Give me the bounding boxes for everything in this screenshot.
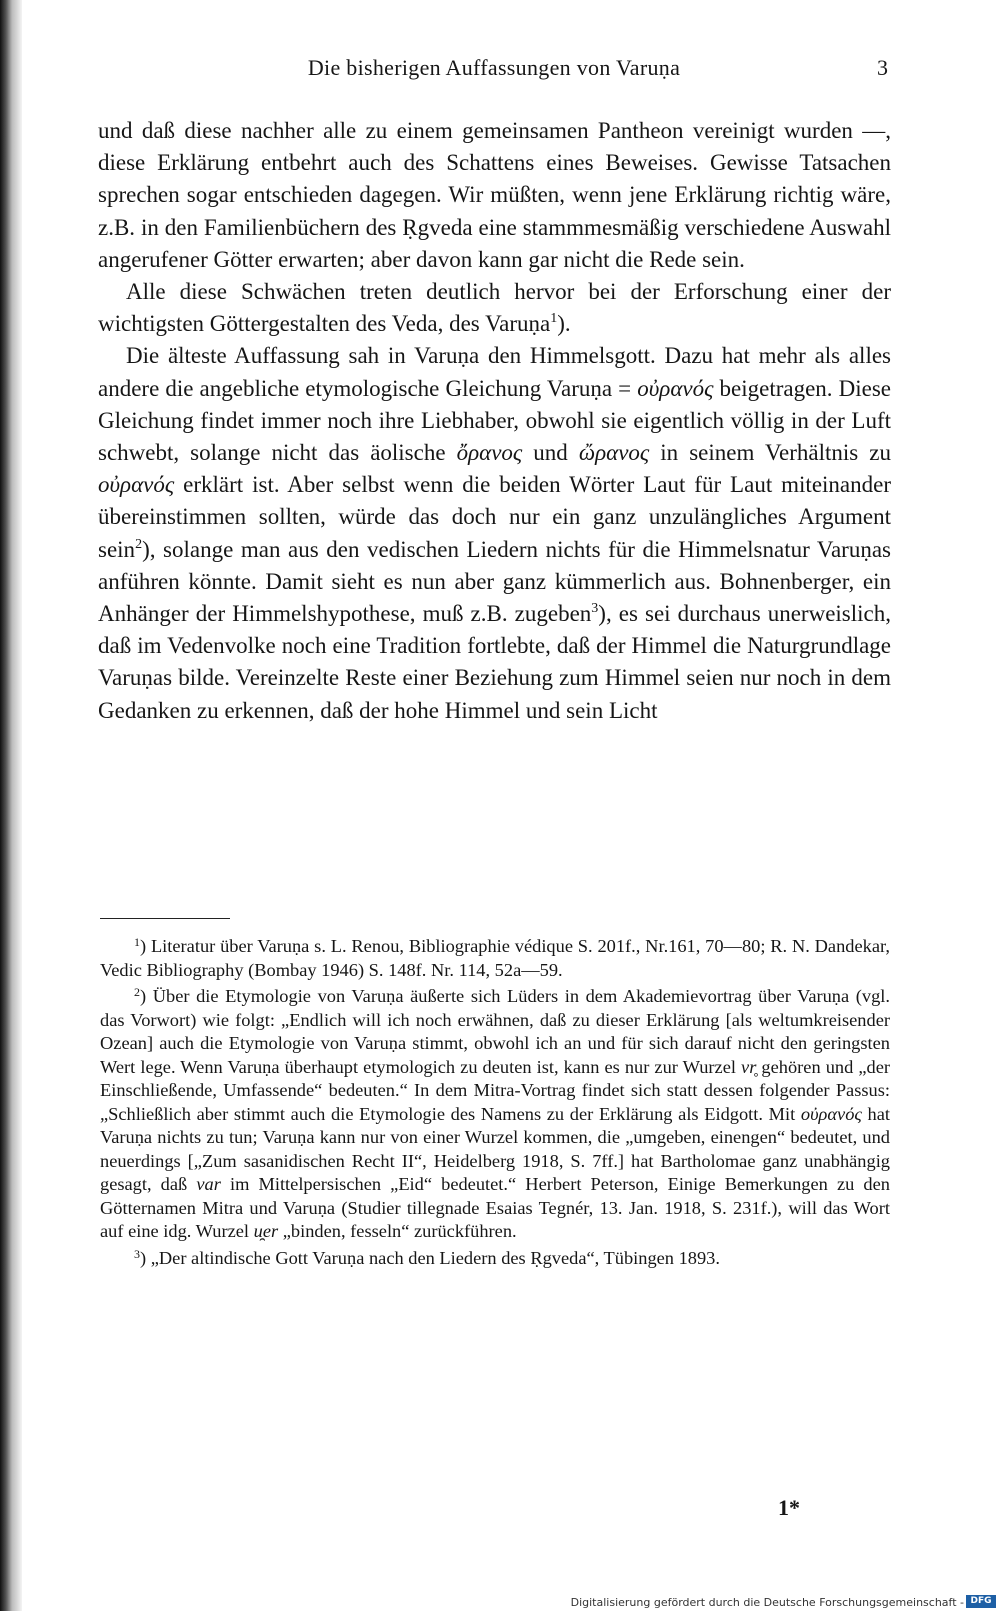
main-text bbox=[98, 115, 891, 727]
greek-word: ὄρανος bbox=[456, 440, 523, 466]
footnote-1 bbox=[100, 935, 890, 982]
footnote-marker: 3 bbox=[134, 1246, 140, 1261]
paragraph-3-text: Die älteste Auffassung sah in Varuṇa den Himmelsgott. Dazu hat mehr als alles andere die angebliche etymologische Gleichung Varuṇa = bbox=[98, 343, 891, 401]
footnote-2-text: ) Über die Etymologie von Varuṇa äußerte sich Lüders in dem Akademievortrag über Varuṇa (vgl. das Vorwort) wie folgt: „Endlich will ich noch erwähnen, daß zu dieser Erklärung [als weltumkreisender Ozean] auch die Etymologie von Varuṇa stimmt, obwohl ich an und für sich darauf nicht den geringsten Wert lege. Wenn Varuṇa überhaupt etymologich zu deuten ist, kann es nur zur Wurzel bbox=[100, 986, 890, 1077]
footnote-divider bbox=[100, 918, 230, 919]
paragraph-2-tail: ). bbox=[557, 311, 571, 337]
italic-term: οὐρανός bbox=[800, 1103, 862, 1124]
page-number: 3 bbox=[877, 55, 888, 80]
paragraph-1: und daß diese nachher alle zu einem gemeinsamen Pantheon vereinigt wurden —, diese Erklärung entbehrt auch des Schattens eines Beweises. Gewisse Tatsachen sprechen sogar entschieden dagegen. Wir müßten, wenn jene Erklärung richtig wäre, z.B. in den Familienbüchern des Ṛgveda eine stammmesmäßig verschiedene Auswahl angerufener Götter erwarten; aber davon kann gar nicht die Rede sein. bbox=[98, 118, 891, 272]
digitization-credit: Digitalisierung gefördert durch die Deutsche Forschungsgemeinschaft - bbox=[570, 1596, 964, 1609]
paragraph-2-text: Alle diese Schwächen treten deutlich hervor bei der Erforschung einer der wichtigsten Göttergestalten des Veda, des Varuṇa bbox=[98, 279, 891, 337]
greek-word: οὐρανός bbox=[98, 472, 175, 498]
footnote-2-text: gehören und „der Einschließende, Umfassende“ bedeuten.“ In dem Mitra-Vortrag findet sich statt dessen folgender Passus: „Schließlich aber stimmt auch die Etymologie des Namens zu der Erklärung als Eidgott. Mit bbox=[100, 1056, 890, 1124]
footnote-ref-2[interactable]: 2 bbox=[135, 536, 143, 552]
greek-word: ὤρανος bbox=[578, 440, 650, 466]
footnote-2-text: im Mittelpersischen „Eid“ bedeutet.“ Herbert Peterson, Einige Bemerkungen zu den Götternamen Mitra und Varuṇa (Studier tillegnade Esaias Tegnér, 13. Jan. 1918, S. 231f.), will das Wort auf eine idg. Wurzel bbox=[100, 1174, 890, 1241]
footnote-marker: 1 bbox=[134, 935, 140, 949]
paragraph-3 bbox=[98, 340, 891, 726]
running-title: Die bisherigen Auffassungen von Varuṇa bbox=[307, 55, 681, 80]
paragraph-3-text: ), solange man aus den vedischen Liedern nichts für die Himmelsnatur Varuṇas anführen könnte. Damit sieht es nun aber ganz kümmerlich aus. Bohnenberger, ein Anhänger der Himmelshypothese, muß z.B. zugeben bbox=[98, 536, 891, 627]
paragraph-3-text: in seinem Verhältnis zu bbox=[649, 440, 892, 466]
page-header bbox=[98, 55, 890, 91]
italic-term: var bbox=[196, 1174, 221, 1194]
footnote-2 bbox=[100, 985, 890, 1244]
dfg-logo: DFG bbox=[966, 1595, 996, 1608]
paragraph-3-text: und bbox=[522, 440, 579, 466]
footnote-marker: 2 bbox=[134, 985, 140, 999]
footnote-1-text: ) Literatur über Varuṇa s. L. Renou, Bibliographie védique S. 201f., Nr.161, 70—80; R. N. Dandekar, Vedic Bibliography (Bombay 1946) S. 148f. Nr. 114, 52a—59. bbox=[100, 936, 890, 980]
footnote-2-text: „binden, fesseln“ zurückführen. bbox=[278, 1221, 517, 1241]
greek-word: οὐρανός bbox=[637, 375, 714, 401]
italic-term: vr̥ bbox=[741, 1056, 757, 1077]
paragraph-3-text: ), es sei durchaus unerweislich, daß im Vedenvolke noch eine Tradition fortlebte, daß der Himmel die Naturgrundlage Varuṇas bilde. Vereinzelte Reste einer Beziehung zum Himmel seien nur noch in dem Gedanken zu erkennen, daß der hohe Himmel und sein Licht bbox=[98, 601, 891, 723]
footnotes bbox=[100, 935, 890, 1273]
footnote-ref-3[interactable]: 3 bbox=[591, 601, 599, 617]
paragraph-3-text: beigetragen. Diese Gleichung findet immer noch ihre Liebhaber, obwohl sie eigentlich völlig in der Luft schwebt, solange nicht das äolische bbox=[98, 375, 891, 466]
footnote-ref-1[interactable]: 1 bbox=[550, 311, 558, 327]
signature-mark: 1* bbox=[778, 1495, 800, 1520]
paragraph-2 bbox=[98, 276, 891, 340]
footnote-2-text: hat Varuṇa nichts zu tun; Varuṇa kann nur von einer Wurzel kommen, die „umgeben, einengen“ bedeutet, und neuerdings [„Zum sasanidischen Recht II“, Heidelberg 1918, S. 7ff.] hat Bartholomae ganz unabhängig gesagt, daß bbox=[100, 1103, 890, 1194]
italic-term: u̯er bbox=[253, 1221, 279, 1241]
paragraph-3-text: erklärt ist. Aber selbst wenn die beiden Wörter Laut für Laut miteinander übereinstimmen sollten, würde das doch nur ein ganz unzulängliches Argument sein bbox=[98, 472, 891, 562]
footnote-3-text: ) „Der altindische Gott Varuṇa nach den Liedern des Ṛgveda“, Tübingen 1893. bbox=[140, 1247, 720, 1268]
footnote-3 bbox=[100, 1247, 890, 1271]
